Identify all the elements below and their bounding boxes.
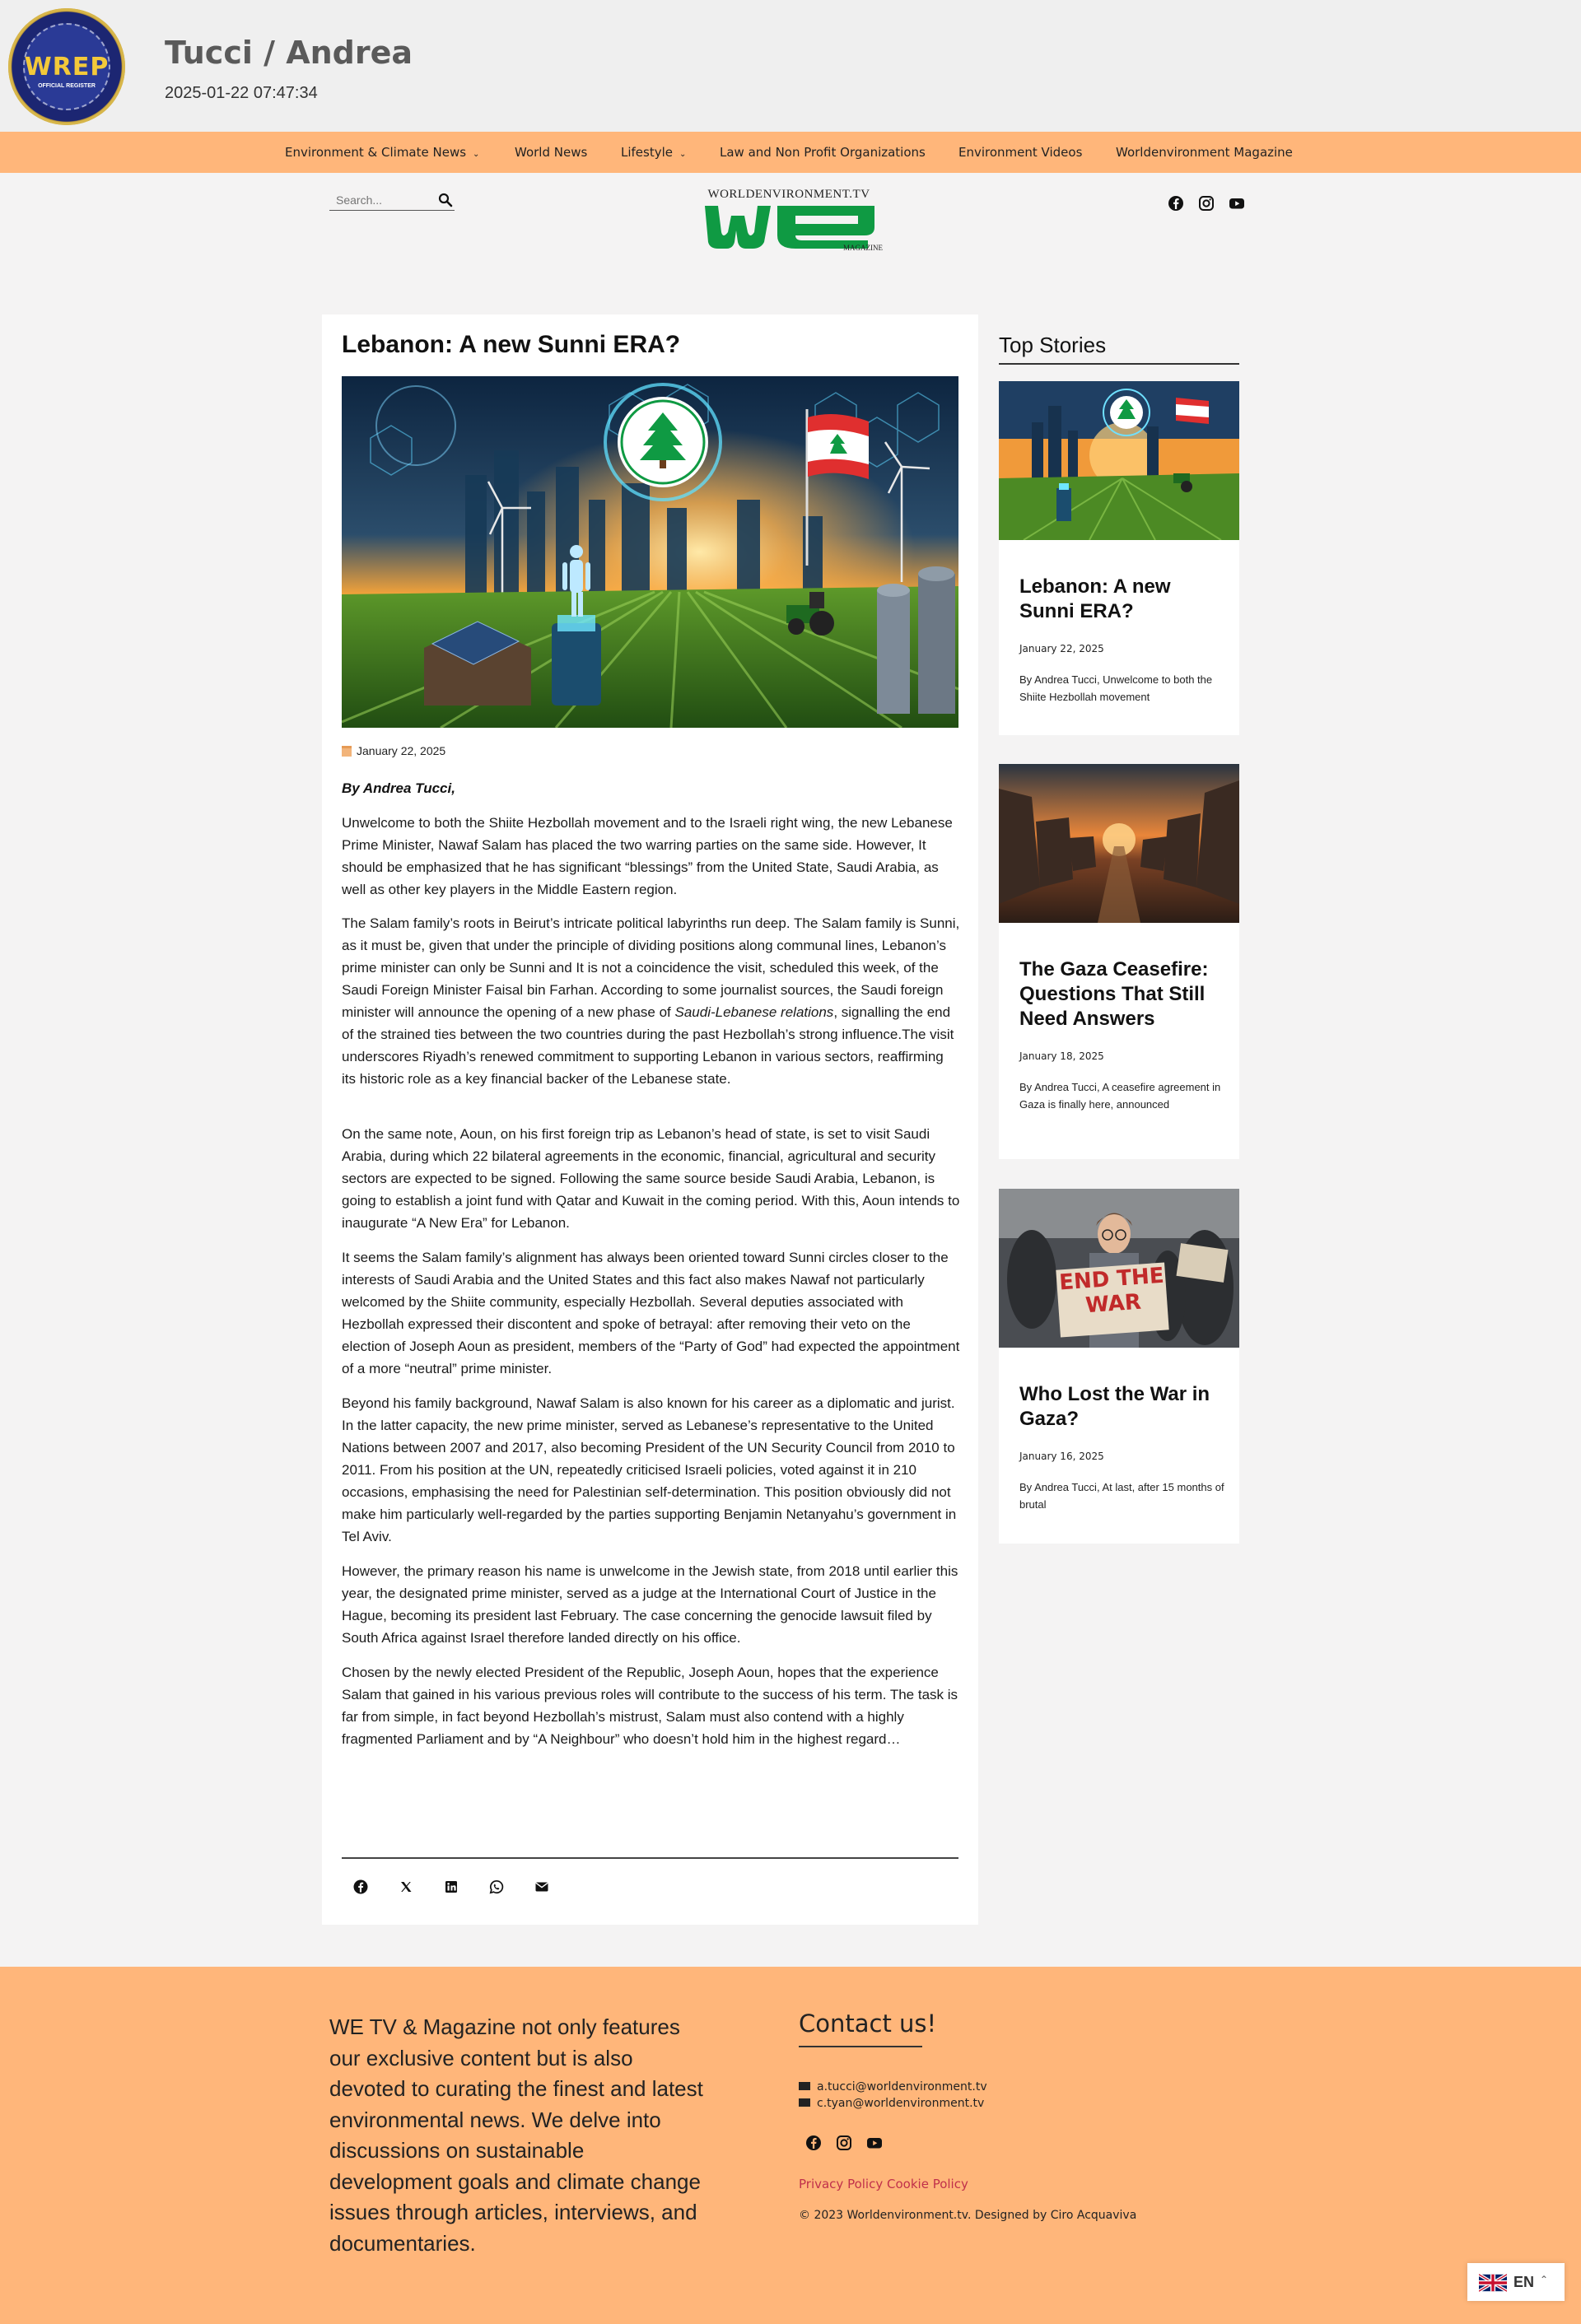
author-name: Tucci / Andrea	[165, 35, 413, 71]
instagram-icon[interactable]	[1197, 194, 1215, 212]
facebook-icon[interactable]	[352, 1878, 370, 1896]
nav-item-worldenvironment-magazine[interactable]	[1116, 132, 1293, 173]
story-title[interactable]: The Gaza Ceasefire: Questions That Still Need Answers	[1019, 958, 1209, 1030]
article-paragraph: Beyond his family background, Nawaf Salam is also known for his career as a diplomatic and jurist. In the latter capacity, the new prime minister, served as Lebanese’s representative to the United Nations between 2007 and 2017, also becoming President of the UN Security Council from 2010 to 2011. From his position at the UN, repeatedly criticised Israeli policies, voted against it in 210 occasions, emphasising the need for Palestinian self-determination. This position obviously did not make him particularly well-regarded by the parties supporting Benjamin Netanyahu’s government in Tel Aviv.	[342, 1395, 957, 1544]
share-divider	[342, 1857, 958, 1859]
wrep-badge-logo[interactable]	[8, 8, 125, 125]
article-date	[342, 744, 445, 757]
footer-about-text: WE TV & Magazine not only features our exclusive content but is also devoted to curating the finest and latest environmental news. We delve into discussions on sustainable development goals and climate change issues through articles, interviews, and documentaries.	[329, 2014, 703, 2256]
article-paragraph: On the same note, Aoun, on his first foreign trip as Lebanon’s head of state, is set to visit Saudi Arabia, during which 22 bilateral agreements in the economic, financial, agricultural and security sectors are expected to be signed. Following the same source beside Saudi Arabia, Lebanon, is going to establish a joint fund with Qatar and Kuwait in the coming period. With this, Aoun intends to inaugurate “A New Era” for Lebanon.	[342, 1126, 960, 1231]
contact-divider	[799, 2046, 922, 2047]
paragraph-text: The Salam family’s roots in Beirut’s intricate political labyrinths run deep. The Salam family is Sunni, as it must be, given that under the principle of dividing positions along communal lines, Lebanon’s prime minister can only be Sunni and It is not a coincidence the visit, scheduled this week, of the Saudi Foreign Minister Faisal bin Farhan. According to some journalist sources, the Saudi foreign minister will announce the opening of a new phase of	[342, 915, 960, 1020]
youtube-icon[interactable]	[865, 2134, 884, 2152]
story-date: January 16, 2025	[1019, 1451, 1104, 1462]
privacy-policy-link[interactable]: Privacy Policy	[799, 2177, 884, 2191]
chevron-down-icon: ⌄	[473, 150, 480, 159]
article-date-text: January 22, 2025	[357, 744, 446, 757]
article-paragraph: Chosen by the newly elected President of the Republic, Joseph Aoun, hopes that the experience Salam that gained in his various previous roles will contribute to the success of his term. The task is far from simple, in fact beyond Hezbollah’s mistrust, Salam must also contend with a highly fragmented Parliament and by “A Neighbour” who doesn’t hold him in the highest regard…	[342, 1665, 958, 1747]
article-paragraph: It seems the Salam family’s alignment has always been oriented toward Sunni circles closer to the interests of Saudi Arabia and the United States and this fact also makes Nawaf not particularly welcomed by the Shiite community, especially Hezbollah. Several deputies associated with Hezbollah expressed their discontent and spoke of betrayal: after removing their veto on the election of Joseph Aoun as president, members of the “Party of God” had expected the appointment of a more “neutral” prime minister.	[342, 1250, 960, 1376]
facebook-icon[interactable]	[1167, 194, 1185, 212]
author-timestamp: 2025-01-22 07:47:34	[165, 84, 318, 102]
nav-label: World News	[515, 145, 588, 160]
language-selector[interactable]	[1467, 2263, 1565, 2301]
email-text: c.tyan@worldenvironment.tv	[817, 2097, 985, 2110]
chevron-up-icon: ⌃	[1540, 2274, 1549, 2285]
article-paragraph: Unwelcome to both the Shiite Hezbollah movement and to the Israeli right wing, the new Lebanese Prime Minister, Nawaf Salam has placed the two warring parties on the same side. However, It should be emphasized that he has significant “blessings” from the United State, Saudi Arabia, as well as other key players in the Middle Eastern region.	[342, 815, 953, 897]
top-stories-divider	[999, 363, 1239, 365]
policy-links	[799, 2177, 968, 2191]
article-hero-image	[342, 376, 958, 728]
nav-label: Worldenvironment Magazine	[1116, 145, 1293, 160]
contact-title: Contact us!	[799, 2010, 937, 2038]
story-excerpt: By Andrea Tucci, A ceasefire agreement in Gaza is finally here, announced	[1019, 1081, 1221, 1111]
we-magazine-logo[interactable]	[698, 188, 883, 258]
badge-sub: OFFICIAL REGISTER	[38, 83, 96, 89]
envelope-icon	[799, 2082, 810, 2090]
story-card[interactable]	[999, 764, 1239, 1159]
chevron-down-icon: ⌄	[679, 150, 687, 159]
instagram-icon[interactable]	[835, 2134, 853, 2152]
story-date: January 22, 2025	[1019, 643, 1104, 654]
article-paragraph: However, the primary reason his name is unwelcome in the Jewish state, from 2018 until earlier this year, the designated prime minister, served as a judge at the International Court of Justice in the Hague, becoming its president last February. The case concerning the genocide lawsuit filed by South Africa against Israel therefore landed directly on his office.	[342, 1563, 958, 1646]
story-thumbnail	[999, 381, 1239, 540]
article-byline: By Andrea Tucci,	[342, 780, 455, 796]
nav-label: Lifestyle	[621, 145, 674, 160]
article-paragraph	[342, 912, 961, 1090]
nav-item-lifestyle[interactable]	[621, 132, 686, 173]
uk-flag-icon	[1479, 2274, 1507, 2292]
story-excerpt: By Andrea Tucci, At last, after 15 months of brutal	[1019, 1481, 1224, 1511]
facebook-icon[interactable]	[804, 2134, 823, 2152]
linkedin-icon[interactable]	[442, 1878, 460, 1896]
whatsapp-icon[interactable]	[487, 1878, 506, 1896]
x-icon[interactable]	[397, 1878, 415, 1896]
logo-bottom-text: MAGAZINE	[843, 244, 883, 252]
story-title[interactable]: Who Lost the War in Gaza?	[1019, 1383, 1210, 1430]
emphasis-text: Saudi-Lebanese relations	[674, 1004, 834, 1020]
email-icon[interactable]	[533, 1878, 551, 1896]
email-link[interactable]	[799, 2097, 984, 2110]
nav-label: Environment Videos	[958, 145, 1083, 160]
nav-item-environment-climate-news[interactable]	[285, 132, 479, 173]
youtube-icon[interactable]	[1228, 194, 1246, 212]
article-card	[322, 314, 978, 1925]
search-box	[329, 191, 455, 211]
nav-label: Environment & Climate News	[285, 145, 467, 160]
email-link[interactable]	[799, 2080, 987, 2093]
nav-item-environment-videos[interactable]	[958, 132, 1082, 173]
main-nav	[0, 132, 1581, 173]
story-card[interactable]	[999, 1189, 1239, 1544]
author-banner	[0, 0, 1581, 132]
calendar-icon	[342, 746, 352, 757]
protest-sign-text: END THE WAR	[1058, 1263, 1165, 1319]
article-title: Lebanon: A new Sunni ERA?	[342, 331, 681, 358]
search-icon[interactable]	[438, 193, 453, 207]
nav-label: Law and Non Profit Organizations	[720, 145, 926, 160]
story-card[interactable]	[999, 381, 1239, 735]
search-input[interactable]	[336, 191, 427, 209]
badge-word: WREP	[24, 53, 110, 82]
paragraph-text: , signalling the end of the strained ties between the two countries during the past Hezbollah’s strong influence.The visit underscores Riyadh’s renewed commitment to supporting Lebanon in various sectors, reaffirming its historic role as a key financial backer of the Lebanese state.	[342, 1004, 954, 1087]
language-code: EN	[1513, 2274, 1535, 2290]
nav-item-law-non-profit[interactable]	[720, 132, 926, 173]
copyright-text: © 2023 Worldenvironment.tv. Designed by Ciro Acquaviva	[799, 2209, 1137, 2222]
story-title[interactable]: Lebanon: A new Sunni ERA?	[1019, 575, 1171, 622]
logo-top-text: WORLDENVIRONMENT.TV	[707, 188, 870, 201]
story-thumbnail	[999, 764, 1239, 923]
story-date: January 18, 2025	[1019, 1050, 1104, 1062]
nav-item-world-news[interactable]	[515, 132, 587, 173]
email-text: a.tucci@worldenvironment.tv	[817, 2080, 987, 2093]
story-excerpt: By Andrea Tucci, Unwelcome to both the Shiite Hezbollah movement	[1019, 673, 1213, 703]
envelope-icon	[799, 2098, 810, 2107]
site-footer	[0, 1967, 1581, 2324]
top-stories-heading: Top Stories	[999, 333, 1107, 357]
cookie-policy-link[interactable]: Cookie Policy	[887, 2177, 968, 2191]
